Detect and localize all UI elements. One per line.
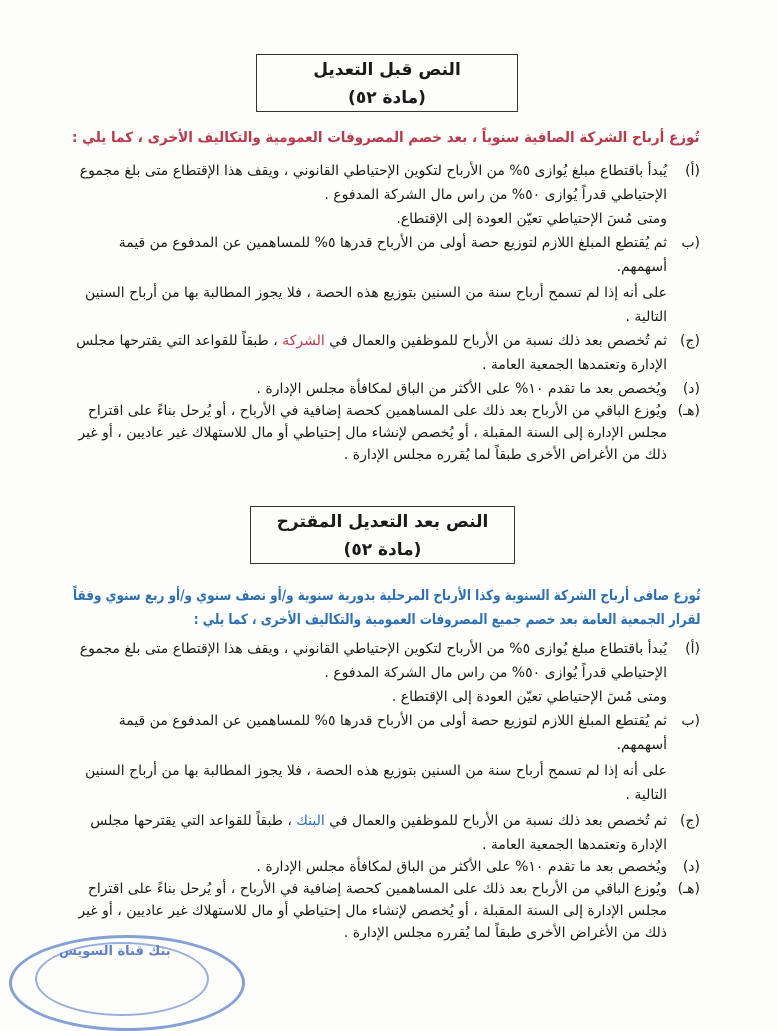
before-item-b-line1: ثم يُقتطع المبلغ اللازم لتوزيع حصة أولى من الأرباح قدرها ٥% للمساهمين عن المدفوع من قيمة — [119, 235, 668, 251]
before-item-e-line2: مجلس الإدارة إلى السنة المقبلة ، أو يُخصص لإنشاء مال إحتياطي أو مال للاستهلاك غير عاديين ، أو غير — [79, 425, 668, 441]
before-title-box — [257, 54, 519, 112]
before-item-a-line2: الإحتياطي قدراً يُوازى ٥٠% من راس مال الشركة المدفوع . — [325, 187, 668, 203]
after-intro — [0, 584, 701, 632]
before-title: النص قبل التعديل — [314, 60, 462, 80]
after-item-b-mark: (ب — [682, 713, 701, 729]
after-item-d-mark: (د) — [683, 859, 701, 875]
after-item-e-mark: (هـ) — [678, 881, 701, 897]
before-item-d-line1: ويُخصص بعد ما تقدم ١٠% على الأكثر من الباق لمكافأة مجلس الإدارة . — [257, 381, 668, 397]
after-article: (مادة ٥٢) — [344, 540, 423, 560]
after-item-e-line3: ذلك من الأغراض الأخرى طبقاً لما يُقرره مجلس الإدارة . — [344, 925, 668, 941]
after-item-b-line1: ثم يُقتطع المبلغ اللازم لتوزيع حصة أولى من الأرباح قدرها ٥% للمساهمين عن المدفوع من قيمة — [119, 713, 668, 729]
after-item-c-line2: الإدارة وتعتمدها الجمعية العامة . — [482, 837, 668, 853]
before-item-e-line3: ذلك من الأغراض الأخرى طبقاً لما يُقرره مجلس الإدارة . — [344, 447, 668, 463]
before-item-c-mark: (ج) — [681, 333, 701, 349]
before-item-e-line1: ويُوزع الباقي من الأرباح بعد ذلك على المساهمين كحصة إضافية في الأرباح ، أو يُرحل بناءً على اقتراح — [88, 403, 668, 419]
bank-stamp-text: بنك قناة السويس — [60, 944, 172, 959]
after-item-c-line1 — [91, 810, 668, 832]
before-item-b-line3: على أنه إذا لم تسمح أرباح سنة من السنين بتوزيع هذه الحصة ، فلا يجوز المطالبة بها من أرباح السنين — [85, 285, 668, 301]
before-intro: تُوزع أرباح الشركة الصافية سنوياً ، بعد خصم المصروفات العمومية والتكاليف الأخرى ، كما يلي : — [73, 130, 701, 146]
before-item-a-line3: ومتى مُسَ الإحتياطي تعيّن العودة إلى الإقتطاع. — [397, 211, 668, 227]
after-item-e-line1: ويُوزع الباقي من الأرباح بعد ذلك على المساهمين كحصة إضافية في الأرباح ، أو يُرحل بناءً على اقتراح — [88, 881, 668, 897]
after-item-a-line1: يُبدأ باقتطاع مبلغ يُوازى ٥% من الأرباح لتكوين الإحتياطي القانوني ، ويقف هذا الإقتطاع متى بلغ مجموع — [80, 641, 668, 657]
after-item-c-text-end: ، طبقاً للقواعد التي يقترحها مجلس — [91, 813, 298, 829]
after-item-c-highlight: البنك — [297, 813, 326, 829]
before-item-b-line2: أسهمهم. — [617, 259, 668, 275]
after-item-b-line4: التالية . — [626, 787, 668, 803]
after-item-b-line2: أسهمهم. — [617, 737, 668, 753]
after-item-d-line1: ويُخصص بعد ما تقدم ١٠% على الأكثر من الباق لمكافأة مجلس الإدارة . — [257, 859, 668, 875]
after-intro-line1: تُوزع صافى أرباح الشركة السنوية وكذا الأرباح المرحلية بدورية سنوية و/أو نصف سنوي و/أو ربع سنوي وفقاً — [73, 588, 701, 604]
after-item-b-line3: على أنه إذا لم تسمح أرباح سنة من السنين بتوزيع هذه الحصة ، فلا يجوز المطالبة بها من أرباح السنين — [85, 763, 668, 779]
before-item-a-mark: (أ) — [686, 163, 701, 179]
before-item-c-line1 — [77, 330, 668, 352]
before-item-b-line4: التالية . — [626, 309, 668, 325]
before-item-b-mark: (ب — [682, 235, 701, 251]
before-item-c-text-start: ثم تُخصص بعد ذلك نسبة من الأرباح للموظفين والعمال في — [325, 333, 668, 349]
before-item-d-mark: (د) — [683, 381, 701, 397]
after-item-a-line2: الإحتياطي قدراً يُوازى ٥٠% من راس مال الشركة المدفوع . — [325, 665, 668, 681]
before-item-c-text-end: ، طبقاً للقواعد التي يقترحها مجلس — [77, 333, 284, 349]
before-item-c-highlight: الشركة — [283, 333, 326, 349]
after-intro-line2: لقرار الجمعية العامة بعد خصم جميع المصروفات العمومية والتكاليف الأخرى ، كما يلي : — [194, 612, 701, 628]
after-item-e-line2: مجلس الإدارة إلى السنة المقبلة ، أو يُخصص لإنشاء مال إحتياطي أو مال للاستهلاك غير عاديين ، أو غير — [79, 903, 668, 919]
after-title: النص بعد التعديل المقترح — [277, 512, 490, 532]
after-item-a-mark: (أ) — [686, 641, 701, 657]
before-item-e-mark: (هـ) — [678, 403, 701, 419]
after-item-a-line3: ومتى مُسَ الإحتياطي تعيّن العودة إلى الإقتطاع . — [392, 689, 668, 705]
before-article: (مادة ٥٢) — [349, 88, 427, 108]
after-item-c-text-start: ثم تُخصص بعد ذلك نسبة من الأرباح للموظفين والعمال في — [325, 813, 668, 829]
after-title-box — [251, 506, 516, 564]
before-item-a-line1: يُبدأ باقتطاع مبلغ يُوازى ٥% من الأرباح لتكوين الإحتياطي القانوني ، ويقف هذا الإقتطاع متى بلغ مجموع — [80, 163, 668, 179]
after-item-c-mark: (ج) — [681, 813, 701, 829]
before-item-c-line2: الإدارة وتعتمدها الجمعية العامة . — [482, 357, 668, 373]
